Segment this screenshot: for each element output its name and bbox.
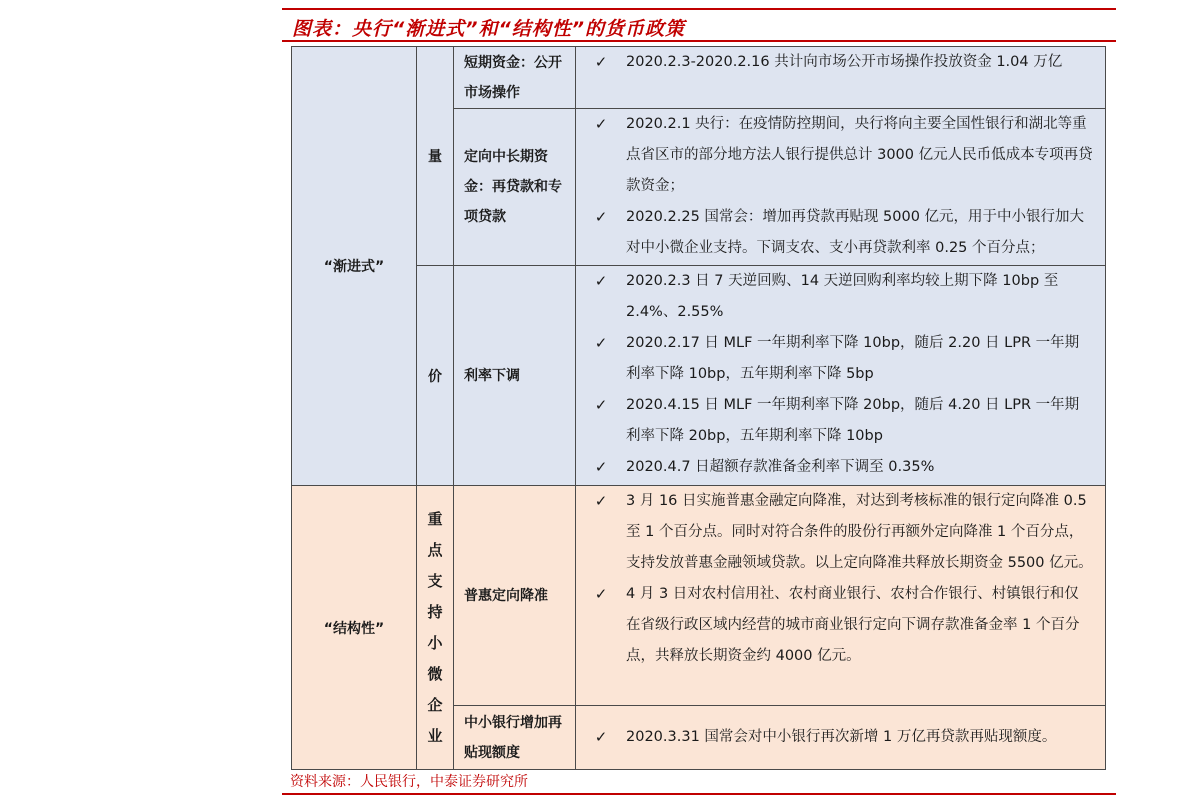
- item-text: 2020.2.1 央行：在疫情防控期间，央行将向主要全国性银行和湖北等重点省区市的部分地方法人银行提供总计 3000 亿元人民币低成本专项再贷款资金；: [626, 116, 1093, 194]
- item-text: 2020.4.7 日超额存款准备金利率下调至 0.35%: [626, 459, 935, 475]
- list-item: [576, 486, 1105, 579]
- items-cell: [576, 486, 1106, 706]
- check-icon: ✓: [594, 585, 608, 603]
- item-text: 2020.2.17 日 MLF 一年期利率下降 10bp，随后 2.20 日 LPR 一年期利率下降 10bp，五年期利率下降 5bp: [626, 335, 1080, 382]
- sub-char: 点: [427, 540, 443, 559]
- check-icon: ✓: [594, 272, 608, 290]
- item-text: 3 月 16 日实施普惠金融定向降准，对达到考核标准的银行定向降准 0.5 至 1 个百分点。同时对符合条件的股份行再额外定向降准 1 个百分点，支持发放普惠金融领域贷款。以上定向降准共释放长期资金 5500 亿元。: [626, 493, 1093, 571]
- list-item: [576, 328, 1105, 390]
- sub-char: 重: [427, 509, 443, 528]
- list-item: [576, 390, 1105, 452]
- table-row: [292, 486, 1106, 706]
- category-gradual: “渐进式”: [292, 47, 417, 486]
- items-cell: [576, 47, 1106, 109]
- sub-char: 小: [427, 633, 443, 652]
- check-icon: ✓: [594, 115, 608, 133]
- items-cell: [576, 706, 1106, 770]
- list-item: [576, 266, 1105, 328]
- items-cell: [576, 266, 1106, 486]
- list-item: [576, 109, 1105, 202]
- sub-char: 支: [427, 571, 443, 590]
- tool-cell: 利率下调: [454, 266, 576, 486]
- sub-char: 企: [427, 695, 443, 714]
- item-text: 2020.2.3-2020.2.16 共计向市场公开市场操作投放资金 1.04 万亿: [626, 54, 1063, 70]
- items-cell: [576, 109, 1106, 266]
- list-item: [576, 722, 1105, 753]
- check-icon: ✓: [594, 728, 608, 746]
- tool-cell: 中小银行增加再贴现额度: [454, 706, 576, 770]
- tool-cell: 短期资金：公开市场操作: [454, 47, 576, 109]
- item-text: 2020.2.3 日 7 天逆回购、14 天逆回购利率均较上期下降 10bp 至 2.4%、2.55%: [626, 273, 1059, 320]
- check-icon: ✓: [594, 396, 608, 414]
- list-item: [576, 47, 1105, 78]
- check-icon: ✓: [594, 53, 608, 71]
- check-icon: ✓: [594, 208, 608, 226]
- list-item: [576, 452, 1105, 483]
- sub-char: 微: [427, 664, 443, 683]
- list-item: [576, 202, 1105, 264]
- list-item: [576, 579, 1105, 672]
- item-text: 2020.3.31 国常会对中小银行再次新增 1 万亿再贷款再贴现额度。: [626, 729, 1057, 745]
- tool-cell: 普惠定向降准: [454, 486, 576, 706]
- page-title: 图表：央行“渐进式”和“结构性”的货币政策: [292, 18, 685, 40]
- sub-char: 业: [427, 726, 443, 745]
- tool-cell: 定向中长期资金：再贷款和专项贷款: [454, 109, 576, 266]
- check-icon: ✓: [594, 334, 608, 352]
- title-bar: [282, 8, 1116, 42]
- sub-char: 持: [427, 602, 443, 621]
- check-icon: ✓: [594, 458, 608, 476]
- sub-quantity: 量: [417, 47, 454, 266]
- item-text: 2020.2.25 国常会：增加再贷款再贴现 5000 亿元，用于中小银行加大对中小微企业支持。下调支农、支小再贷款利率 0.25 个百分点；: [626, 209, 1085, 256]
- item-text: 4 月 3 日对农村信用社、农村商业银行、农村合作银行、村镇银行和仅在省级行政区域内经营的城市商业银行定向下调存款准备金率 1 个百分点，共释放长期资金约 4000 亿元。: [626, 586, 1080, 664]
- check-icon: ✓: [594, 492, 608, 510]
- source-note: 资料来源：人民银行，中泰证券研究所: [290, 774, 528, 790]
- policy-table: [291, 46, 1106, 770]
- bottom-rule: [282, 793, 1116, 795]
- category-structural: “结构性”: [292, 486, 417, 770]
- item-text: 2020.4.15 日 MLF 一年期利率下降 20bp，随后 4.20 日 LPR 一年期利率下降 20bp，五年期利率下降 10bp: [626, 397, 1080, 444]
- sub-price: 价: [417, 266, 454, 486]
- table-row: [292, 47, 1106, 109]
- sub-structural: [417, 486, 454, 770]
